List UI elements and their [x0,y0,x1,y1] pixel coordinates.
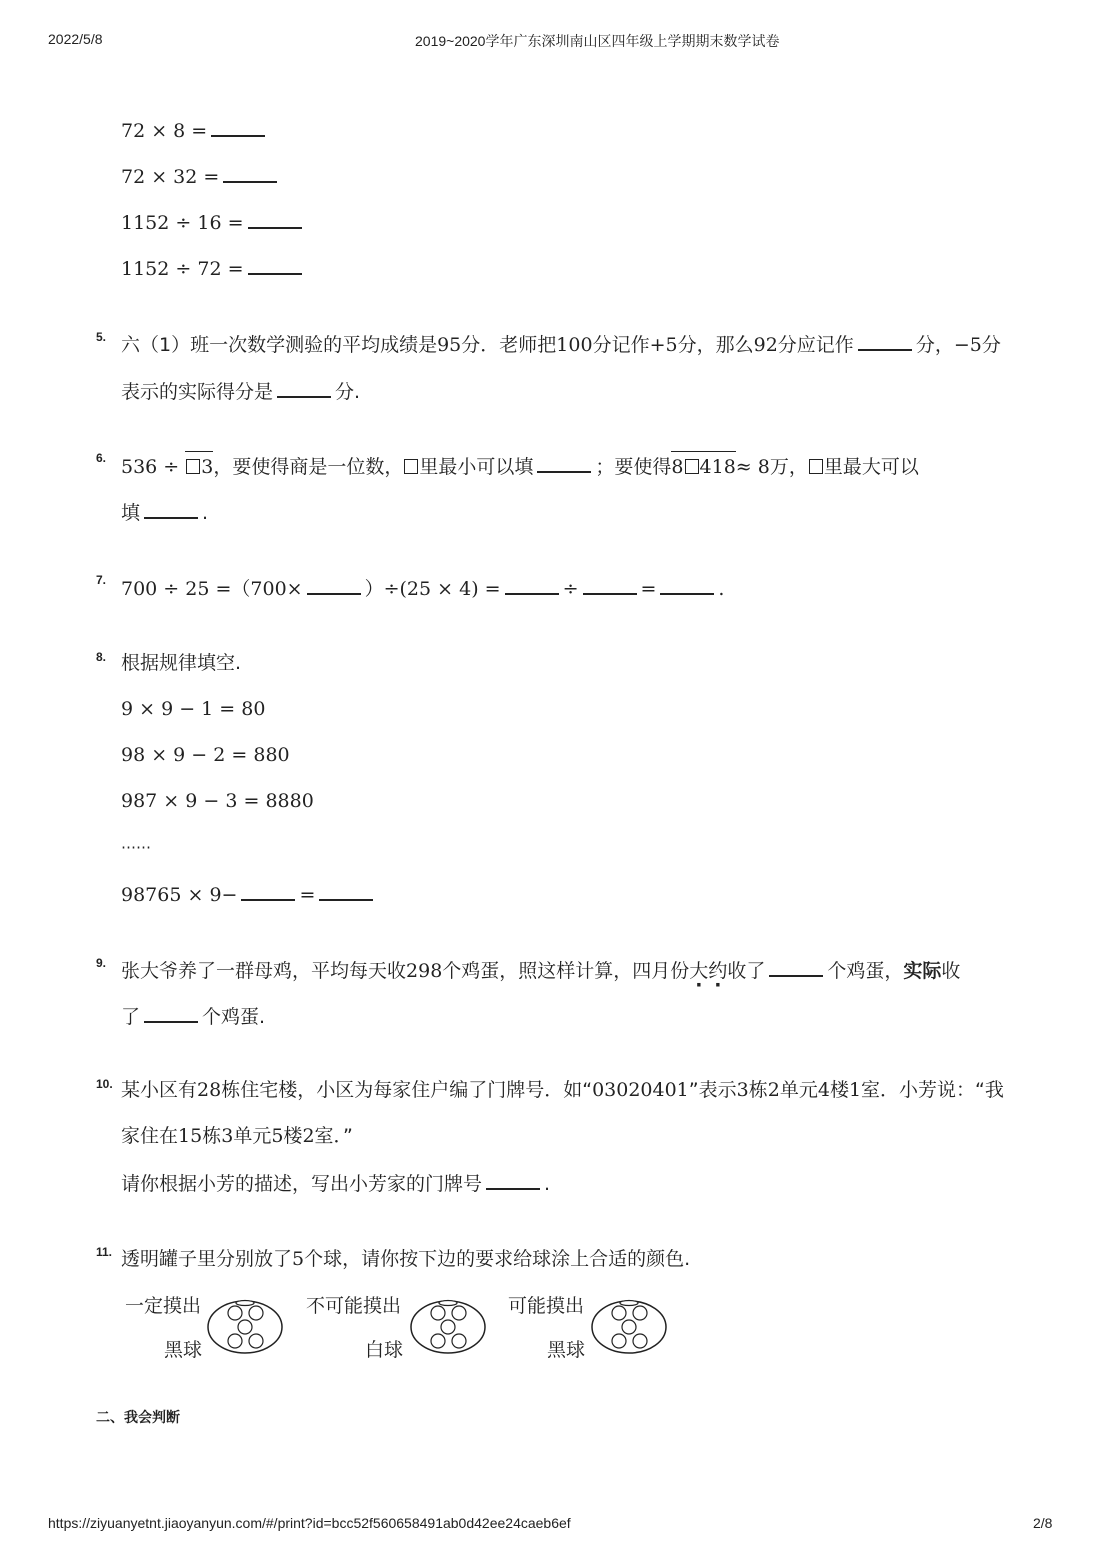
answer-blank[interactable] [144,1003,198,1023]
q5-line-1: 六（1）班一次数学测验的平均成绩是95分．老师把100分记作+5分，那么92分应记作 分，−5分 [121,331,1001,357]
question-number-6: 6. [96,451,107,465]
jar-2-bottom-label: 白球 [365,1339,404,1361]
box-placeholder [685,459,699,474]
q8-pattern-3: 987 × 9 − 3 = 8880 [121,790,314,812]
q8-pattern-2: 98 × 9 − 2 = 880 [121,744,290,766]
question-number-10: 10. [96,1077,113,1091]
q8-pattern-1: 9 × 9 − 1 = 80 [121,698,266,720]
answer-blank[interactable] [769,957,823,977]
page-number: 2/8 [1033,1515,1053,1531]
answer-blank[interactable] [583,575,637,595]
ball[interactable] [612,1306,626,1320]
q7-line: 700 ÷ 25 =（700× ）÷(25 × 4) = ÷ = . [121,575,724,601]
question-number-5: 5. [96,330,107,344]
q4-line-3: 1152 ÷ 16 = [121,209,306,235]
jar-3-bottom-label: 黑球 [547,1339,586,1361]
question-number-9: 9. [96,956,107,970]
box-placeholder [404,459,418,474]
answer-blank[interactable] [505,575,559,595]
ball[interactable] [612,1334,626,1348]
jar-2-balls[interactable] [408,1298,488,1356]
q9-line-1: 张大爷养了一群母鸡，平均每天收298个鸡蛋，照这样计算，四月份大约收了 个鸡蛋，实际收 [121,957,960,983]
ball[interactable] [228,1306,242,1320]
q4-line-4: 1152 ÷ 72 = [121,255,306,281]
question-number-8: 8. [96,650,107,664]
answer-blank[interactable] [248,209,302,229]
q11-line: 透明罐子里分别放了5个球，请你按下边的要求给球涂上合适的颜色. [121,1248,691,1270]
ball[interactable] [452,1334,466,1348]
answer-blank[interactable] [307,575,361,595]
box-placeholder [186,459,200,474]
answer-blank[interactable] [223,163,277,183]
ball[interactable] [431,1334,445,1348]
jar-1-bottom-label: 黑球 [164,1339,203,1361]
question-number-11: 11. [96,1245,113,1259]
q6-line-1: 536 ÷ 3，要使得商是一位数， 里最小可以填 ；要使得8 418≈ 8万， 里最大可以 [121,453,919,479]
jar-1-balls[interactable] [205,1298,285,1356]
q4-line-2: 72 × 32 = [121,163,281,189]
jar-1-top-label: 一定摸出 [125,1295,202,1317]
q8-intro: 根据规律填空. [121,652,242,674]
answer-blank[interactable] [537,453,591,473]
answer-blank[interactable] [660,575,714,595]
ball[interactable] [249,1306,263,1320]
footer-url[interactable]: https://ziyuanyetnt.jiaoyanyun.com/#/print?id=bcc52f560658491ab0d42ee24caeb6ef [48,1515,571,1531]
q10-line-1: 某小区有28栋住宅楼，小区为每家住户编了门牌号．如“03020401”表示3栋2单元4楼1室．小芳说：“我 [121,1079,1004,1101]
q8-ellipsis: ⋯⋯ [121,838,151,856]
ball[interactable] [228,1334,242,1348]
answer-blank[interactable] [144,499,198,519]
page-title: 2019~2020学年广东深圳南山区四年级上学期期末数学试卷 [415,33,780,49]
q5-line-2: 表示的实际得分是 分. [121,378,360,404]
jar-3-balls[interactable] [589,1298,669,1356]
print-date: 2022/5/8 [48,31,103,47]
jar-3-top-label: 可能摸出 [508,1295,585,1317]
ball[interactable] [238,1320,252,1334]
ball[interactable] [431,1306,445,1320]
ball[interactable] [622,1320,636,1334]
answer-blank[interactable] [277,378,331,398]
q6-line-2: 填 . [121,499,208,525]
question-number-7: 7. [96,573,107,587]
q4-line-1: 72 × 8 = [121,117,269,143]
q8-last-line: 98765 × 9− = [121,881,377,907]
ball[interactable] [633,1306,647,1320]
answer-blank[interactable] [858,331,912,351]
answer-blank[interactable] [241,881,295,901]
ball[interactable] [441,1320,455,1334]
q9-line-2: 了 个鸡蛋. [121,1003,265,1029]
q10-line-2: 家住在15栋3单元5楼2室．” [121,1125,353,1147]
q10-line-3: 请你根据小芳的描述，写出小芳家的门牌号 . [121,1170,550,1196]
answer-blank[interactable] [486,1170,540,1190]
box-placeholder [809,459,823,474]
ball[interactable] [249,1334,263,1348]
ball[interactable] [633,1334,647,1348]
ball[interactable] [452,1306,466,1320]
answer-blank[interactable] [319,881,373,901]
answer-blank[interactable] [211,117,265,137]
section-2-heading: 二、我会判断 [96,1409,180,1425]
answer-blank[interactable] [248,255,302,275]
jar-2-top-label: 不可能摸出 [306,1295,402,1317]
